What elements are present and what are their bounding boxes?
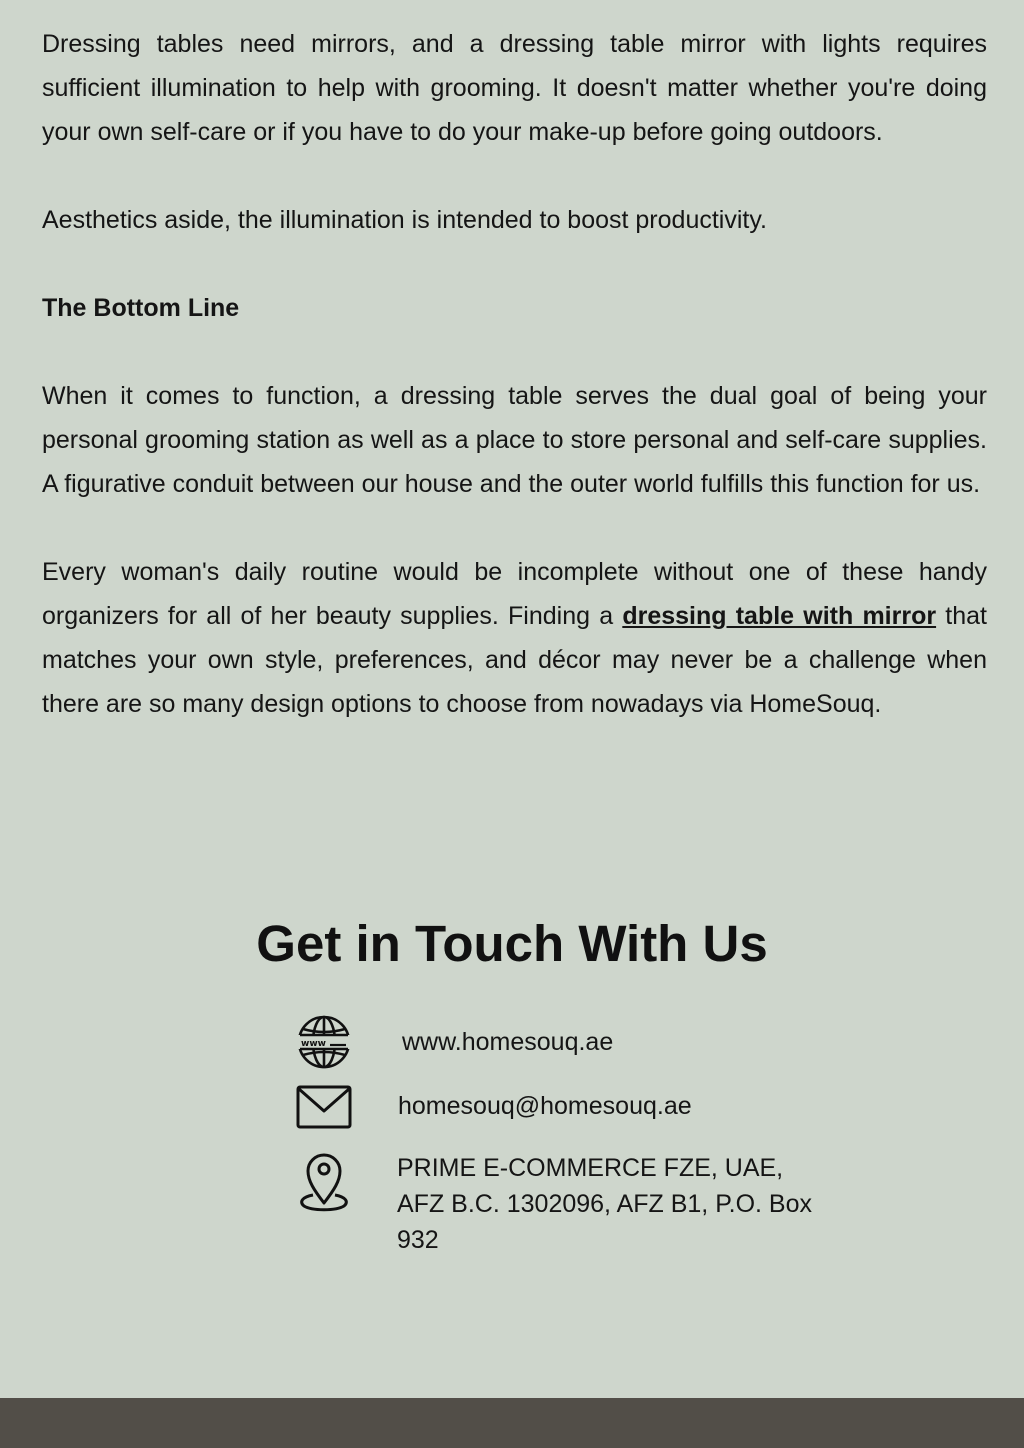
contact-title: Get in Touch With Us [256,915,768,972]
address-line-3: 932 [397,1226,439,1254]
spacer [42,330,987,374]
paragraph-routine-start: Every woman's daily routine would be incomplete without one of these handy organizers for all of her beauty supplies. Finding a [42,558,987,630]
paragraph-function: When it comes to function, a dressing table serves the dual goal of being your personal grooming station as well as a place to store personal and self-care supplies. A figurative conduit between our house and the outer world fulfills this function for us. [42,382,987,498]
paragraph-mirror-lighting: Dressing tables need mirrors, and a dressing table mirror with lights requires sufficient illumination to help with grooming. It doesn't matter whether you're doing your own self-care or if you have to do your make-up before going outdoors. [42,30,987,146]
spacer [42,506,987,550]
envelope-icon [296,1085,352,1129]
location-pin-icon [296,1150,352,1214]
article-body [42,22,987,726]
globe-icon-text: www [301,1039,326,1049]
website-link[interactable]: www.homesouq.ae [402,1028,614,1056]
paragraph-routine-end: that matches your own style, preferences, and décor may never be a challenge when there are so many design options to choose from nowadays via HomeSouq. [42,602,987,718]
address-block [397,1150,812,1258]
address-line-2: AFZ B.C. 1302096, AFZ B1, P.O. Box [397,1190,813,1218]
paragraph-aesthetics: Aesthetics aside, the illumination is intended to boost productivity. [42,206,767,234]
footer-bar [0,1398,1024,1448]
paragraph-routine [42,550,987,726]
spacer [42,154,987,198]
address-line-1: PRIME E-COMMERCE FZE, UAE, [397,1154,784,1182]
section-heading: The Bottom Line [42,294,240,322]
dressing-table-link[interactable]: dressing table with mirror [622,602,937,630]
globe-icon [296,1014,352,1070]
spacer [42,242,987,286]
email-link[interactable]: homesouq@homesouq.ae [398,1092,692,1120]
